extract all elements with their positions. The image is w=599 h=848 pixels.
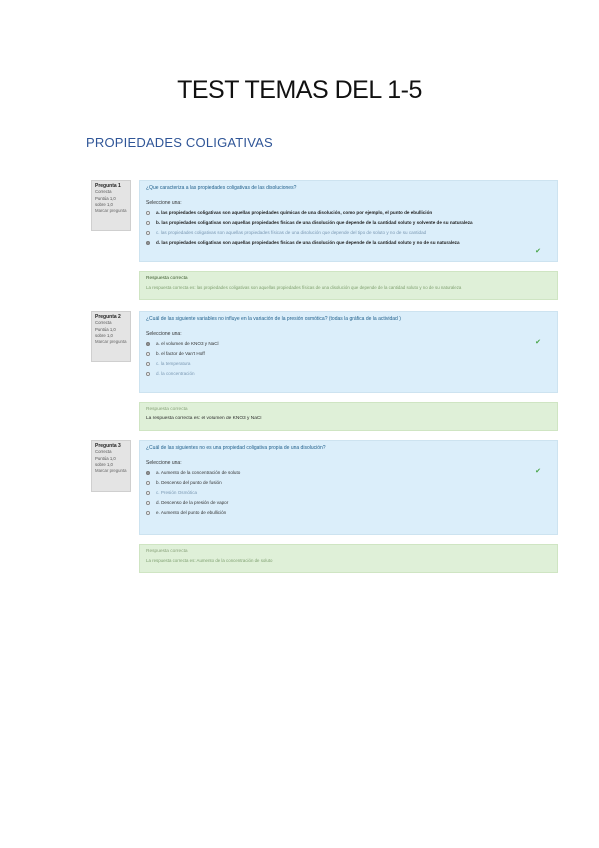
radio-button[interactable] <box>146 481 150 485</box>
question-status: Correcta <box>95 449 112 455</box>
select-prompt: Seleccione una: <box>146 460 182 466</box>
feedback-text: La respuesta correcta es: el volumen de KNO3 y NaCl <box>146 416 262 421</box>
answer-option-selected[interactable]: a. el volumen de KNO3 y NaCl <box>146 339 551 349</box>
document-title: TEST TEMAS DEL 1-5 <box>177 76 422 104</box>
question-number: Pregunta 1 <box>95 183 121 189</box>
radio-button[interactable] <box>146 511 150 515</box>
question-score: Puntúa 1,0 <box>95 195 116 201</box>
answer-option[interactable]: a. las propiedades coligativas son aquellas propiedades químicas de una disolución, como por ejemplo, el punto de ebullición <box>146 208 551 218</box>
question-box-2 <box>139 311 558 393</box>
feedback-box-1 <box>139 271 558 300</box>
feedback-text: La respuesta correcta es: las propiedades coligativas son aquellas propiedades físicas de una disolución que depende de la cantidad soluto y no de su naturaleza <box>146 285 462 290</box>
answer-option[interactable]: b. las propiedades coligativas son aquellas propiedades físicas de una disolución que depende de la cantidad soluto y solvente de su naturaleza <box>146 218 551 228</box>
question-text: ¿Cuál de las siguiente variables no influye en la variación de la presión osmótica? (todas la gráfica de la actividad ) <box>146 316 401 322</box>
question-box-3 <box>139 440 558 535</box>
feedback-heading: Respuesta correcta <box>146 276 188 281</box>
answer-option[interactable]: b. el factor de Van't Hoff <box>146 349 551 359</box>
radio-button[interactable] <box>146 372 150 376</box>
correct-check-icon: ✔ <box>535 248 541 255</box>
question-status: Correcta <box>95 320 112 326</box>
answer-option[interactable]: e. Aumento del punto de ebullición <box>146 508 551 518</box>
question-score-max: sobre 1,0 <box>95 332 113 338</box>
feedback-heading: Respuesta correcta <box>146 549 188 554</box>
radio-button[interactable] <box>146 501 150 505</box>
correct-check-icon: ✔ <box>535 339 541 346</box>
answer-option[interactable]: c. las propiedades coligativas son aquellas propiedades físicas de una disolución que depende del tipo de soluto y no de su cantidad <box>146 228 551 238</box>
question-text: ¿Que caracteriza a las propiedades coligativas de las disoluciones? <box>146 185 297 191</box>
question-score-max: sobre 1,0 <box>95 201 113 207</box>
question-info-2 <box>91 311 131 362</box>
question-score: Puntúa 1,0 <box>95 326 116 332</box>
section-heading: PROPIEDADES COLIGATIVAS <box>86 135 273 150</box>
flag-question-link[interactable]: Marcar pregunta <box>95 468 127 474</box>
question-score: Puntúa 1,0 <box>95 455 116 461</box>
feedback-box-2 <box>139 402 558 431</box>
radio-button[interactable] <box>146 211 150 215</box>
feedback-heading: Respuesta correcta <box>146 407 188 412</box>
question-number: Pregunta 2 <box>95 314 121 320</box>
answer-option[interactable]: d. la concentración <box>146 369 551 379</box>
radio-button[interactable] <box>146 491 150 495</box>
select-prompt: Seleccione una: <box>146 331 182 337</box>
radio-button[interactable] <box>146 221 150 225</box>
question-number: Pregunta 3 <box>95 443 121 449</box>
answer-option[interactable]: d. Descenso de la presión de vapor <box>146 498 551 508</box>
radio-button-selected[interactable] <box>146 241 150 245</box>
radio-button[interactable] <box>146 352 150 356</box>
feedback-text: La respuesta correcta es: Aumento de la concentración de soluto <box>146 558 273 563</box>
radio-button-selected[interactable] <box>146 471 150 475</box>
answer-option[interactable]: c. la temperatura <box>146 359 551 369</box>
question-text: ¿Cuál de las siguientes no es una propiedad coligativa propia de una disolución? <box>146 445 326 451</box>
radio-button-selected[interactable] <box>146 342 150 346</box>
correct-check-icon: ✔ <box>535 468 541 475</box>
answer-option-selected[interactable]: d. las propiedades coligativas son aquellas propiedades físicas de una disolución que depende de la cantidad soluto y no de su naturaleza <box>146 238 551 248</box>
answer-option[interactable]: b. Descenso del punto de fusión <box>146 478 551 488</box>
question-status: Correcta <box>95 189 112 195</box>
radio-button[interactable] <box>146 231 150 235</box>
answer-option[interactable]: c. Presión Osmótica <box>146 488 551 498</box>
question-score-max: sobre 1,0 <box>95 461 113 467</box>
radio-button[interactable] <box>146 362 150 366</box>
feedback-box-3 <box>139 544 558 573</box>
question-info-1 <box>91 180 131 231</box>
flag-question-link[interactable]: Marcar pregunta <box>95 339 127 345</box>
flag-question-link[interactable]: Marcar pregunta <box>95 208 127 214</box>
answer-option-selected[interactable]: a. Aumento de la concentración de soluto <box>146 468 551 478</box>
question-info-3 <box>91 440 131 492</box>
select-prompt: Seleccione una: <box>146 200 182 206</box>
question-box-1 <box>139 180 558 262</box>
